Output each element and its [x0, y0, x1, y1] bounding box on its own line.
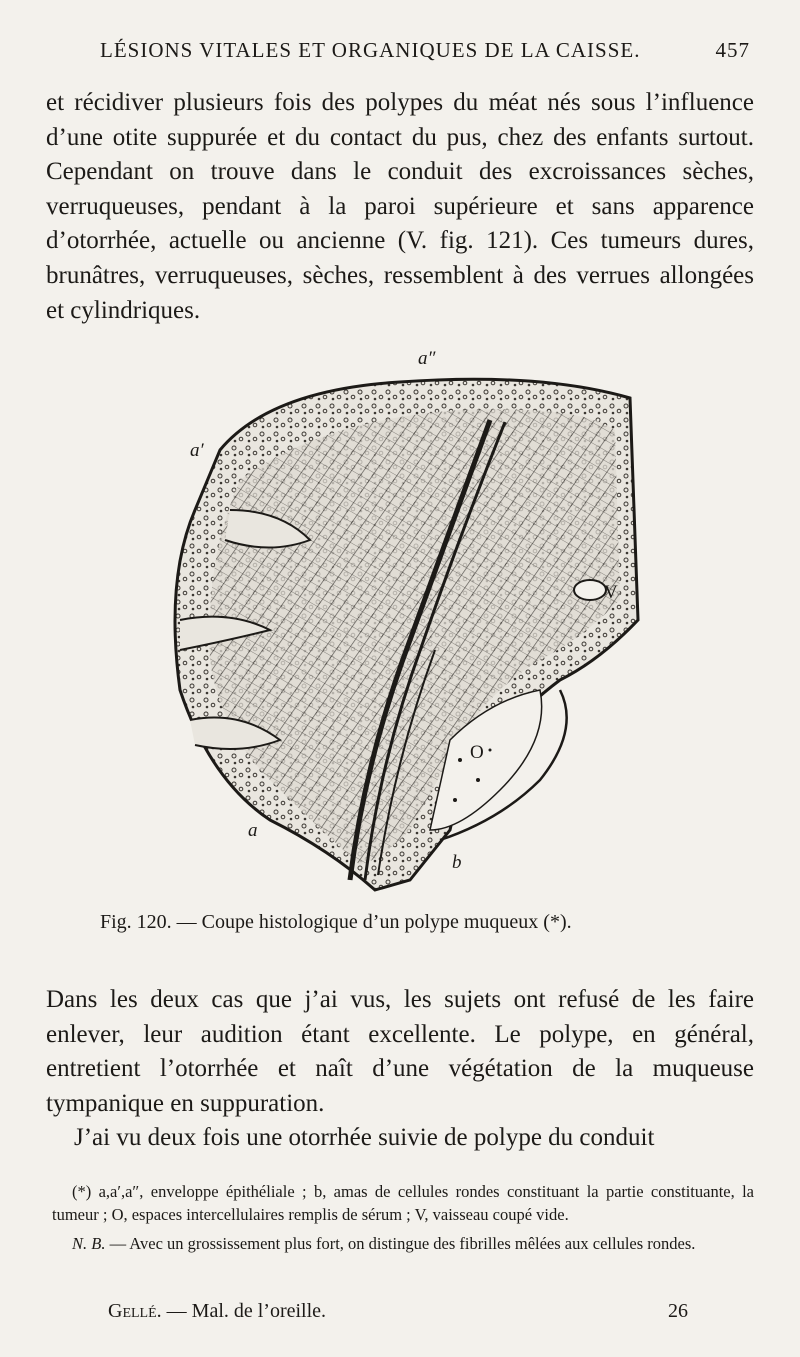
label-b: b	[452, 852, 462, 873]
paragraph-3: J’ai vu deux fois une otorrhée suivie de polype du conduit	[74, 1124, 655, 1152]
label-a-prime: a′	[190, 440, 204, 461]
label-a: a	[248, 820, 258, 841]
running-head	[100, 38, 750, 63]
footnotes	[52, 1180, 754, 1255]
label-o: O	[470, 742, 484, 763]
figure-caption: Fig. 120. — Coupe histologique d’un polype muqueux (*).	[100, 911, 572, 933]
page-footer	[108, 1300, 688, 1323]
paragraph-2: Dans les deux cas que j’ai vus, les sujets ont refusé de les faire enlever, leur audition étant excellente. Le polype, en général, entretient l’otorrhée et naît d’une végétation de la muqueuse tympanique en suppuration.	[46, 986, 754, 1117]
footnote-nb-label: N. B.	[72, 1234, 106, 1253]
text-block-top	[46, 86, 754, 328]
label-v: V	[604, 582, 618, 603]
footnote-1: (*) a,a′,a″, enveloppe épithéliale ; b, amas de cellules rondes constituant la partie constituante, la tumeur ; O, espaces intercellulaires remplis de sérum ; V, vaisseau coupé vide.	[52, 1182, 754, 1224]
page-number: 457	[715, 38, 750, 62]
label-a-double-prime: a″	[418, 348, 436, 369]
signature-mark: 26	[668, 1300, 688, 1322]
figure-120	[160, 348, 650, 915]
paragraph-1: et récidiver plusieurs fois des polypes du méat nés sous l’influence d’une otite suppurée et du contact du pus, chez des enfants surtout. Cependant on trouve dans le conduit des excroissances sèches, verruqueuses, pendant à la paroi supérieure et sans apparence d’otorrhée, actuelle ou ancienne (V. fig. 121). Ces tumeurs dures, brunâtres, verruqueuses, sèches, ressemblent à des verrues allongées et cylindriques.	[46, 89, 754, 324]
footer-author: Gellé.	[108, 1300, 162, 1322]
running-head-title: LÉSIONS VITALES ET ORGANIQUES DE LA CAISSE.	[100, 38, 641, 62]
footnote-nb-text: — Avec un grossissement plus fort, on distingue des fibrilles mêlées aux cellules rondes.	[105, 1234, 696, 1253]
footer-title: — Mal. de l’oreille.	[161, 1300, 327, 1322]
polyp-section-illustration	[160, 360, 650, 915]
footnote-nb	[52, 1232, 754, 1255]
text-block-bottom	[46, 983, 754, 1156]
